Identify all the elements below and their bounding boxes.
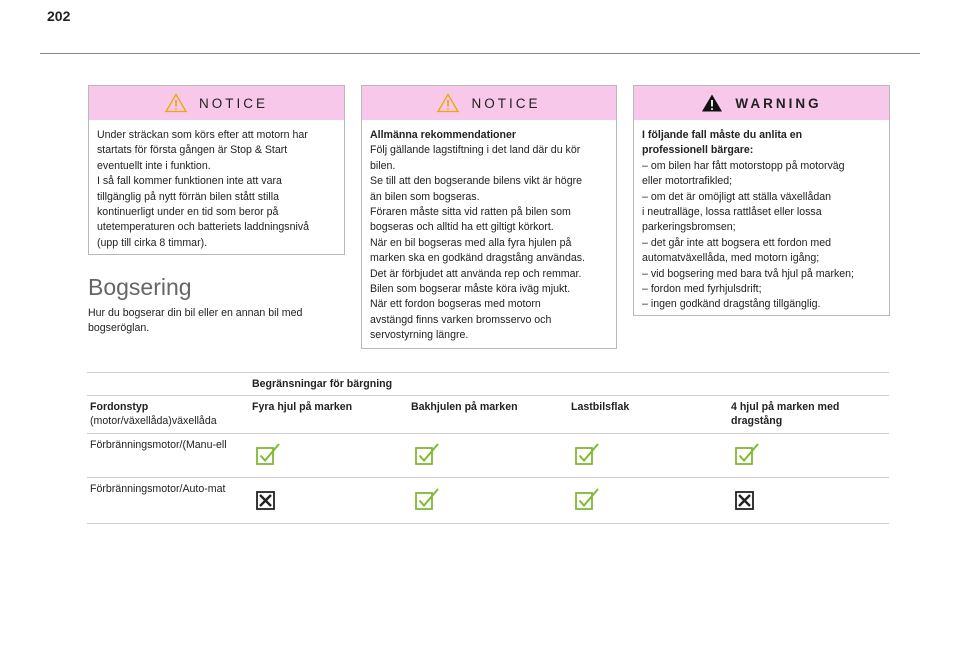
first-column-subtitle: (motor/växellåda)växellåda [90,415,217,427]
warning-triangle-outline-icon [437,93,459,113]
notice-line: Följ gällande lagstiftning i det land där du kör [370,144,581,157]
notice-header [89,86,344,120]
notice-heading: Allmänna rekommendationer [370,129,516,141]
check-icon [573,487,603,511]
notice-line: marken ska en godkänd dragstång användas. [370,252,585,265]
notice-line: Bilen som bogserar måste köra iväg mjukt. [370,283,571,296]
table-group-header: Begränsningar för bärgning [249,373,889,396]
notice-line: Se till att den bogserande bilens vikt är högre [370,175,583,188]
notice-line: (upp till cirka 8 timmar). [97,236,208,249]
notice-box-stop-start [88,85,345,255]
intro-line: bogseröglan. [88,322,150,335]
notice-line: I så fall kommer funktionen inte att vara [97,175,282,188]
table-cell [568,478,728,524]
column-header: Lastbilsflak [568,396,728,434]
warning-line: eller motortrafikled; [642,175,733,188]
notice-line: servostyrning längre. [370,329,469,342]
first-column-title: Fordonstyp [90,401,149,413]
table-cell [249,434,408,478]
notice-line: Under sträckan som körs efter att motorn har [97,129,308,141]
notice-line: eventuellt inte i funktion. [97,159,211,172]
check-icon [413,487,443,511]
warning-header [634,86,889,120]
check-icon [733,442,763,466]
warning-line: – vid bogsering med bara två hjul på marken; [642,267,854,280]
notice-line: än bilen som bogseras. [370,190,480,203]
notice-line: bilen. [370,159,396,172]
table-cell [728,478,889,524]
notice-line: När en bil bogseras med alla fyra hjulen på [370,236,572,249]
warning-heading: I följande fall måste du anlita en [642,129,803,141]
notice-body [362,120,616,352]
column-header: 4 hjul på marken med dragstång [728,396,889,434]
check-icon [573,442,603,466]
warning-line: – det går inte att bogsera ett fordon med [642,236,832,249]
notice-header [362,86,616,120]
notice-line: bogseras och alltid ha ett giltigt körkort. [370,221,554,234]
notice-line: utetemperaturen och batteriets laddningsnivå [97,221,310,234]
column-header: Fyra hjul på marken [249,396,408,434]
table-cell [408,478,568,524]
row-label: Förbränningsmotor/(Manu-ell [87,434,249,478]
towing-limits-table [87,372,889,524]
notice-line: kontinuerligt under en tid som beror på [97,206,279,219]
warning-line: – ingen godkänd dragstång tillgänglig. [642,298,821,311]
notice-line: startats för första gången är Stop & Start [97,144,288,157]
notice-line: avstängd finns varken bromsservo och [370,313,552,326]
warning-title: WARNING [735,95,822,111]
section-title: Bogsering [88,274,192,300]
cross-icon [254,487,284,511]
warning-box-professional-recovery [633,85,890,316]
intro-line: Hur du bogserar din bil eller en annan bil med [88,307,303,319]
warning-heading: professionell bärgare: [642,144,754,157]
table-cell [249,478,408,524]
notice-line: tillgänglig på nytt förrän bilen stått stilla [97,190,279,203]
check-icon [413,442,443,466]
notice-line: Det är förbjudet att använda rep och remmar. [370,267,582,280]
warning-triangle-outline-icon [165,93,187,113]
notice-title: NOTICE [471,95,541,111]
cross-icon [733,487,763,511]
notice-line: När ett fordon bogseras med motorn [370,298,541,311]
notice-line: Föraren måste sitta vid ratten på bilen som [370,206,571,219]
table-group-header-row [87,373,889,396]
table-cell [408,434,568,478]
column-header: Bakhjulen på marken [408,396,568,434]
table-row [87,434,889,478]
row-label: Förbränningsmotor/Auto-mat [87,478,249,524]
first-column-header [87,396,249,434]
warning-line: automatväxellåda, med motorn igång; [642,252,820,265]
table-row [87,478,889,524]
table-cell [568,434,728,478]
header-rule [40,53,920,54]
warning-line: i neutralläge, lossa rattlåset eller lossa [642,206,822,219]
notice-box-towing-general [361,85,617,349]
check-icon [254,442,284,466]
table-empty-cell [87,373,249,396]
warning-line: parkeringsbromsen; [642,221,736,234]
warning-line: – om det är omöjligt att ställa växellådan [642,190,832,203]
section-intro [88,306,343,337]
warning-line: – fordon med fyrhjulsdrift; [642,283,762,296]
warning-body [634,120,889,321]
table-column-header-row [87,396,889,434]
notice-title: NOTICE [198,95,268,111]
warning-line: – om bilen har fått motorstopp på motorväg [642,159,845,172]
notice-body [89,120,344,259]
warning-triangle-filled-icon [701,93,723,113]
page-number: 202 [47,8,71,24]
table-cell [728,434,889,478]
